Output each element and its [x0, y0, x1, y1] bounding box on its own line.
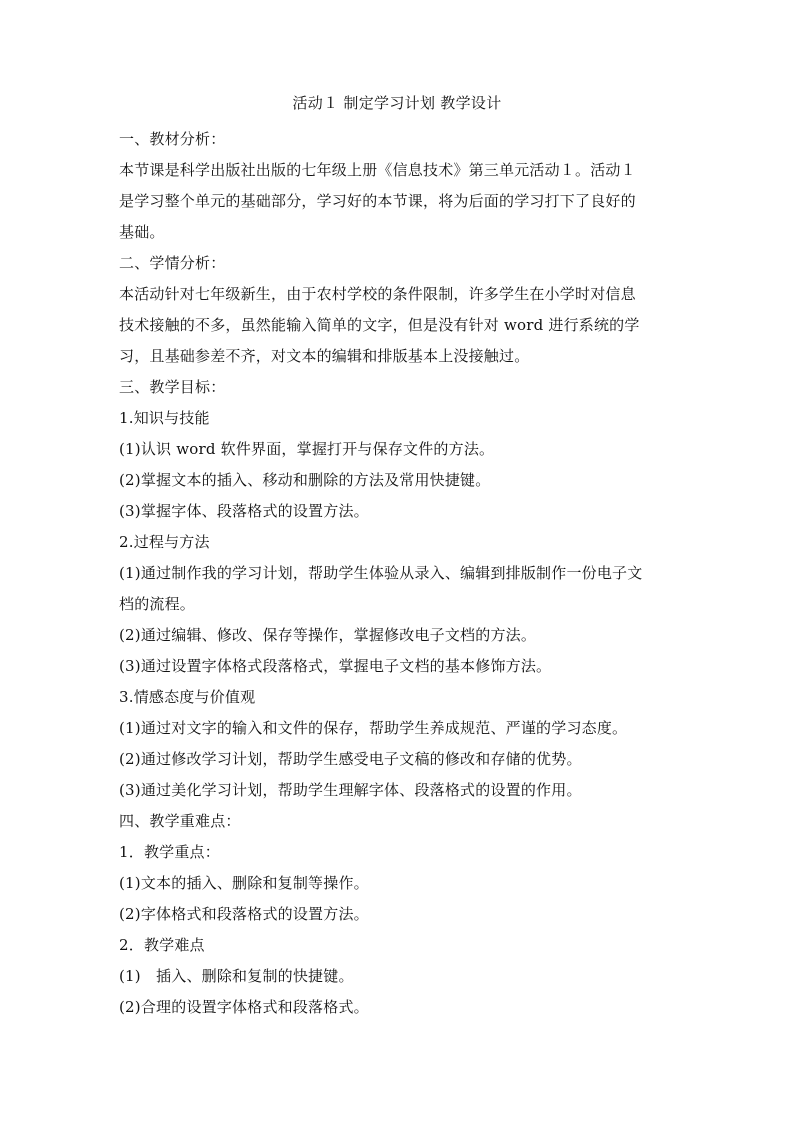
list-item: (2)合理的设置字体格式和段落格式。	[119, 998, 369, 1016]
paragraph-line: 本活动针对七年级新生，由于农村学校的条件限制，许多学生在小学时对信息	[119, 285, 636, 303]
list-item: (3)通过设置字体格式段落格式，掌握电子文档的基本修饰方法。	[119, 657, 552, 675]
document-title: 活动１ 制定学习计划 教学设计	[292, 94, 502, 112]
section-heading-material-analysis: 一、教材分析：	[119, 130, 226, 148]
section-heading-key-difficult-points: 四、教学重难点：	[119, 812, 241, 830]
list-item: (2)掌握文本的插入、移动和删除的方法及常用快捷键。	[119, 471, 491, 489]
subheading-attitudes-values: 3.情感态度与价值观	[119, 688, 256, 706]
list-item: (1)通过制作我的学习计划，帮助学生体验从录入、编辑到排版制作一份电子文	[119, 564, 643, 582]
paragraph-line: 技术接触的不多，虽然能输入简单的文字，但是没有针对 word 进行系统的学	[119, 316, 640, 334]
section-heading-learner-analysis: 二、学情分析：	[119, 254, 226, 272]
paragraph-line: 基础。	[119, 223, 165, 241]
paragraph-line: 是学习整个单元的基础部分，学习好的本节课，将为后面的学习打下了良好的	[119, 192, 636, 210]
list-item: (2)通过编辑、修改、保存等操作，掌握修改电子文档的方法。	[119, 626, 537, 644]
subheading-knowledge-skills: 1.知识与技能	[119, 409, 210, 427]
list-item: (1)认识 word 软件界面，掌握打开与保存文件的方法。	[119, 440, 495, 458]
list-item: (2)通过修改学习计划，帮助学生感受电子文稿的修改和存储的优势。	[119, 750, 582, 768]
list-item: (1) 插入、删除和复制的快捷键。	[119, 967, 354, 985]
list-item: (1)文本的插入、删除和复制等操作。	[119, 874, 369, 892]
document-body	[119, 124, 679, 1023]
list-item: (3)通过美化学习计划，帮助学生理解字体、段落格式的设置的作用。	[119, 781, 582, 799]
list-item: (3)掌握字体、段落格式的设置方法。	[119, 502, 369, 520]
list-item: (1)通过对文字的输入和文件的保存，帮助学生养成规范、严谨的学习态度。	[119, 719, 628, 737]
paragraph-line: 本节课是科学出版社出版的七年级上册《信息技术》第三单元活动１。活动１	[119, 161, 636, 179]
list-item: (2)字体格式和段落格式的设置方法。	[119, 905, 369, 923]
section-heading-teaching-objectives: 三、教学目标：	[119, 378, 226, 396]
subheading-difficult-points: 2．教学难点	[119, 936, 205, 954]
list-item-continuation: 档的流程。	[119, 595, 196, 613]
paragraph-line: 习，且基础参差不齐，对文本的编辑和排版基本上没接触过。	[119, 347, 530, 365]
subheading-key-points: 1．教学重点：	[119, 843, 220, 861]
subheading-process-methods: 2.过程与方法	[119, 533, 210, 551]
